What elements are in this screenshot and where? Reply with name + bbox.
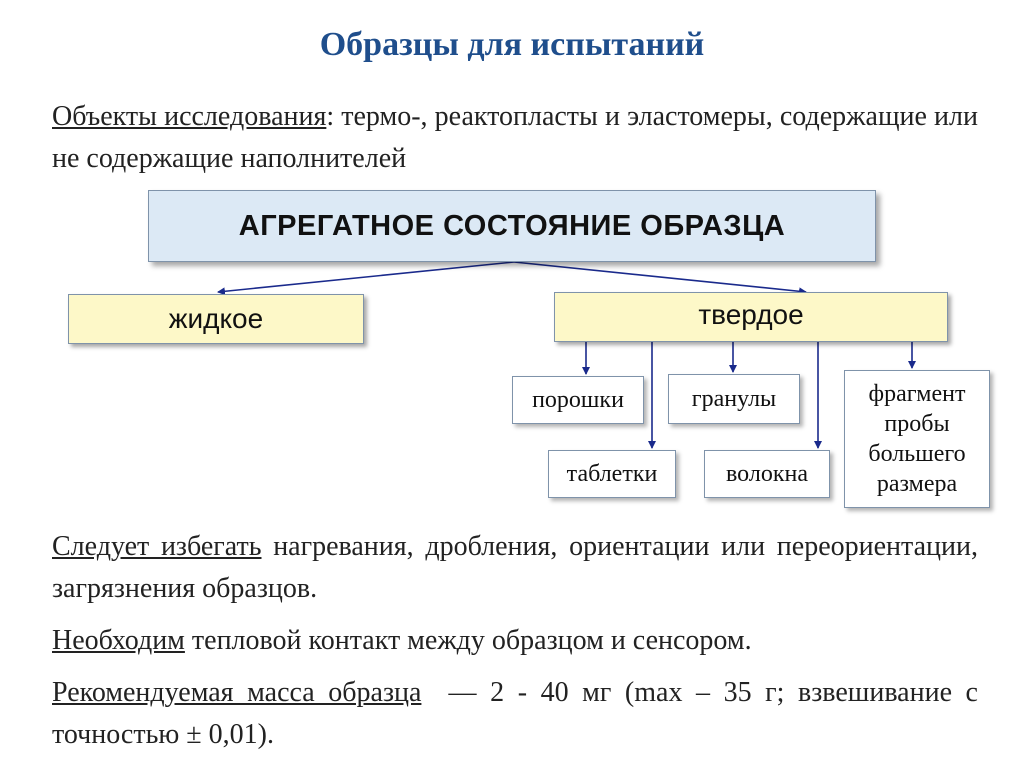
objects-label: Объекты исследования [52,101,327,132]
avoid-label: Следует избегать [52,531,262,562]
form-powder-box: порошки [512,376,644,424]
avoid-paragraph [52,526,978,610]
fragment-line: пробы [884,411,950,437]
mass-paragraph [52,672,985,756]
contact-text: тепловой контакт между образцом и сенсором. [184,625,752,656]
aggregate-state-box: АГРЕГАТНОЕ СОСТОЯНИЕ ОБРАЗЦА [148,190,876,262]
solid-state-box: твердое [554,292,948,342]
arrow-to-liquid [218,262,514,292]
arrow-to-solid [514,262,806,292]
form-fibers-box: волокна [704,450,830,498]
fragment-line: фрагмент [868,381,966,407]
form-tablets-box: таблетки [548,450,676,498]
mass-text: — 2 - 40 мг (max – 35 г; взвешивание с точностью ± 0,01). [52,677,985,750]
form-fragment-box [844,370,990,508]
fragment-line: большего [868,441,966,467]
mass-label: Рекомендуемая масса образца [52,677,422,708]
fragment-line: размера [876,471,958,497]
contact-label: Необходим [52,625,185,656]
contact-paragraph [52,620,978,662]
liquid-state-box: жидкое [68,294,364,344]
objects-text: : термо-, реактопласты и эластомеры, содержащие или не содержащие наполнителей [52,101,978,174]
form-granules-box: гранулы [668,374,800,424]
avoid-text: нагревания, дробления, ориентации или переориентации, загрязнения образцов. [52,531,978,604]
page-title: Образцы для испытаний [319,26,705,63]
